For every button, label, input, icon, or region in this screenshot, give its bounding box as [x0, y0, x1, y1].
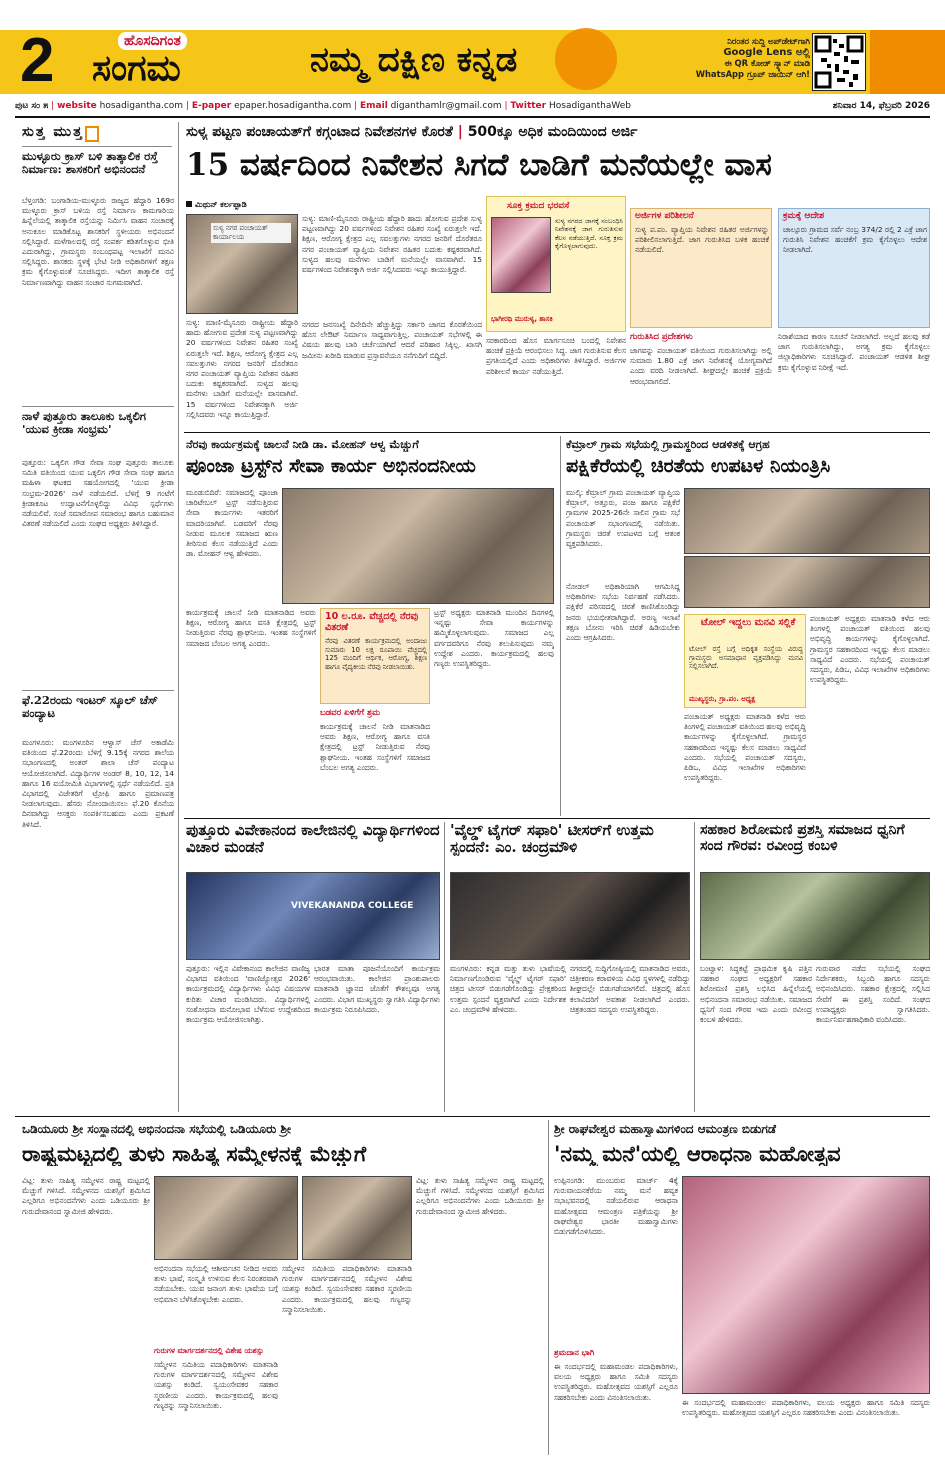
qr-note-line: WhatsApp ಗ್ರೂಪ್ ಜಾಯಿನ್ ಆಗಿ! [695, 69, 810, 79]
section-rule [15, 1116, 930, 1117]
story7-headline: ರಾಷ್ಟ್ರಮಟ್ಟದಲ್ಲಿ ತುಳು ಸಾಹಿತ್ಯ ಸಮ್ಮೇಳನಕ್ಕೆ ಮೆಚ್ಚುಗೆ [22, 1142, 367, 1166]
qr-code[interactable] [812, 33, 866, 91]
column-rule [694, 822, 695, 1112]
qr-note-line: ಈ QR ಕೋಡ್ ಸ್ಕ್ಯಾನ್ ಮಾಡಿ [724, 58, 810, 68]
story6-photo [700, 872, 930, 960]
story5-body-1: ಮಂಗಳೂರು: ಕನ್ನಡ ಮತ್ತು ತುಳು ಭಾಷೆಯಲ್ಲಿ ನಿರ್ಮಾಣಗೊಂಡಿರುವ 'ವೈಲ್ಡ್ ಟೈಗರ್ ಸಫಾರಿ' ಚಿತ್ರದ ಟೀಸರ್ ಬಿಡುಗಡೆಗೊಂಡಿದ್ದು ಪ್ರೇಕ್ಷಕರಿಂದ ಉತ್ತಮ ಸ್ಪಂದನೆ ವ್ಯಕ್ತವಾಗಿದೆ ಎಂದು ನಿರ್ದೇಶಕ ಎಂ. ಚಂದ್ರಮೌಳಿ ಹೇಳಿದರು. [450, 964, 566, 1014]
story6-body-1: ಬಂಟ್ವಾಳ: ಸಿದ್ಧಕಟ್ಟೆ ಪ್ರಾಥಮಿಕ ಕೃಷಿ ಪತ್ತಿನ ಸಹಕಾರ ಸಂಘದ ಅಧ್ಯಕ್ಷರಿಗೆ ಸಹಕಾರ ಶಿರೋಮಣಿ ಪ್ರಶಸ್ತಿ ಲಭಿಸಿದ ಹಿನ್ನೆಲೆಯಲ್ಲಿ ಅಭಿನಂದನಾ ಸಮಾರಂಭ ನಡೆಯಿತು. ಸಮಾಜದ ಧ್ವನಿಗೆ ಸಂದ ಗೌರವ ಇದು ಎಂದು ರವೀಂದ್ರ ಕಂಬಳಿ ಹೇಳಿದರು. [700, 964, 812, 1025]
story3-box-title: ಟೋಲ್ ಇದ್ದಲು ಮನವಿ ಸಲ್ಲಿಕೆ [701, 617, 796, 628]
story3-box-caption: ಮುಖ್ಯಸ್ಥರು, ಗ್ರಾ.ಪಂ. ಅಧ್ಯಕ್ಷ [689, 695, 756, 703]
story3-body-2: ನೋಡಲ್ ಅಧಿಕಾರಿಯಾಗಿ ಆಗಮಿಸಿದ್ದ ಅಧಿಕಾರಿಗಳು ಸಭೆಯ ನಿರ್ವಹಣೆ ನಡೆಸಿದರು. ಪಕ್ಷಿಕೆರೆ ಪರಿಸರದಲ್ಲಿ ಚಿರತೆ ಕಾಣಿಸಿಕೊಂಡಿದ್ದು ಜನರು ಭಯಭೀತರಾಗಿದ್ದಾರೆ. ಅರಣ್ಯ ಇಲಾಖೆ ತಕ್ಷಣ ಬೋನು ಇರಿಸಿ ಚಿರತೆ ಹಿಡಿಯಬೇಕು ಎಂದು ಆಗ್ರಹಿಸಿದರು. [566, 582, 680, 643]
story6-headline: ಸಹಕಾರ ಶಿರೋಮಣಿ ಪ್ರಶಸ್ತಿ ಸಮಾಜದ ಧ್ವನಿಗೆ ಸಂದ ಗೌರವ: ರವೀಂದ್ರ ಕಂಬಳಿ [700, 822, 905, 855]
sidebar-rule [22, 146, 172, 147]
lead-body-5: ನಿರಾಶೆಯಾದ ಕಾರಣ ಸೂಚನೆ ನೀಡಲಾಗಿದೆ. ಅಲ್ಲದೆ ಹಲವು ಕಡೆ ಜಾಗ ಗುರುತಿಸಲಾಗಿದ್ದು, ಅಗತ್ಯ ಕ್ರಮ ಕೈಗೊಳ್ಳಲು ಜಿಲ್ಲಾಧಿಕಾರಿಗಳು ಸೂಚಿಸಿದ್ದಾರೆ. ಪಂಚಾಯತ್ ಆಡಳಿತ ಶೀಘ್ರ ಕ್ರಮ ಕೈಗೊಳ್ಳುವ ನಿರೀಕ್ಷೆ ಇದೆ. [778, 332, 930, 372]
page-number: 2 [20, 26, 55, 95]
story4-body-2: ಭಾರತ ಮಾತಾ ಪೂಜನೆಯೊಂದಿಗೆ ಕಾರ್ಯಕ್ರಮ ಆರಂಭವಾಯಿತು. ಕಾಲೇಜಿನ ಪ್ರಾಂಶುಪಾಲರು ಮಾತನಾಡಿ ಜ್ಞಾನದ ಜೊತೆಗೆ ಕೌಶಲ್ಯವೂ ಅಗತ್ಯ ಎಂದರು. ವಿಭಾಗ ಮುಖ್ಯಸ್ಥರು ಸ್ವಾಗತಿಸಿ ವಿದ್ಯಾರ್ಥಿಗಳು ಕಾರ್ಯಕ್ರಮ ನಿರೂಪಿಸಿದರು. [314, 964, 440, 1014]
story8-body-3: ಈ ಸಂದರ್ಭದಲ್ಲಿ ಮಹಾಮಂಡಲ ಪದಾಧಿಕಾರಿಗಳು, ವಲಯ ಅಧ್ಯಕ್ಷರು ಹಾಗೂ ಸಮಿತಿ ಸದಸ್ಯರು ಉಪಸ್ಥಿತರಿದ್ದರು. ಮಹೋತ್ಸವದ ಯಶಸ್ಸಿಗೆ ಎಲ್ಲರೂ ಸಹಕರಿಸಬೇಕು ಎಂದು ವಿನಂತಿಸಲಾಯಿತು. [682, 1398, 930, 1418]
website-label: website [57, 101, 97, 111]
story2-body-3b: ಕಾರ್ಯಕ್ರಮಕ್ಕೆ ಚಾಲನೆ ನೀಡಿ ಮಾತನಾಡಿದ ಅವರು ಶಿಕ್ಷಣ, ಆರೋಗ್ಯ ಹಾಗೂ ವಸತಿ ಕ್ಷೇತ್ರದಲ್ಲಿ ಟ್ರಸ್ಟ್ ನೀಡುತ್ತಿರುವ ನೆರವು ಶ್ಲಾಘನೀಯ. ಇಂತಹ ಸಂಸ್ಥೆಗಳಿಗೆ ಸಮಾಜದ ಬೆಂಬಲ ಅಗತ್ಯ ಎಂದರು. [320, 722, 430, 772]
masthead-right-strip [870, 30, 945, 94]
email-link[interactable]: diganthamlr@gmail.com [390, 101, 502, 111]
sidebar-header: ಸುತ್ತ ಮುತ್ತ [22, 124, 84, 140]
story4-photo-banner: VIVEKANANDA COLLEGE [291, 901, 414, 911]
story2-kicker: ನೆರವು ಕಾರ್ಯಕ್ರಮಕ್ಕೆ ಚಾಲನೆ ನೀಡಿ ಡಾ. ಮೋಹನ್ ಆಳ್ವ ಮೆಚ್ಚುಗೆ [186, 438, 419, 451]
story8-body-1: ಉಪ್ಪಿನಂಗಡಿ: ಮುಂಬರುವ ಮಾರ್ಚ್ 4ಕ್ಕೆ ಗುರುವಾಯನಕೆರೆಯ ನಮ್ಮ ಮನೆ ಹವ್ಯಕ ಸಭಾಭವನದಲ್ಲಿ ನಡೆಯಲಿರುವ ಆರಾಧನಾ ಮಹೋತ್ಸವದ ಆಮಂತ್ರಣ ಪತ್ರಿಕೆಯನ್ನು ಶ್ರೀ ರಾಘವೇಶ್ವರ ಭಾರತೀ ಮಹಾಸ್ವಾಮಿಗಳು ಬಿಡುಗಡೆಗೊಳಿಸಿದರು. [554, 1176, 678, 1237]
lead-photo [186, 214, 298, 314]
lead-kicker-1: ಸುಳ್ಯ ಪಟ್ಟಣ ಪಂಚಾಯತ್‌ಗೆ ಕಗ್ಗಂಟಾದ ನಿವೇಶನಗಳ ಕೊರತೆ [186, 124, 453, 140]
email-label: Email [360, 101, 388, 111]
story3-headline: ಪಕ್ಷಿಕೆರೆಯಲ್ಲಿ ಚಿರತೆಯ ಉಪಟಳ ನಿಯಂತ್ರಿಸಿ [566, 456, 831, 477]
issue-date: ಶನಿವಾರ 14, ಫೆಬ್ರವರಿ 2026 [740, 98, 930, 114]
lead-subhead-2: ಗುರುತಿಸಿದ ಪ್ರದೇಶಗಳು [630, 332, 693, 342]
lead-kicker-2: 500ಕ್ಕೂ ಅಧಿಕ ಮಂದಿಯಿಂದ ಅರ್ಜಿ [467, 124, 638, 140]
lead-box-3-body: ಜಾಲ್ಸೂರು ಗ್ರಾಮದ ಸರ್ವೆ ನಂಬ್ರ 374/2 ರಲ್ಲಿ 2 ಎಕ್ರೆ ಜಾಗ ಗುರುತಿಸಿ ನಿವೇಶನ ಹಂಚಿಕೆಗೆ ಕ್ರಮ ಕೈಗೊಳ್ಳಲು ಆದೇಶ ನೀಡಲಾಗಿದೆ. [783, 225, 927, 255]
story8-headline: 'ನಮ್ಮ ಮನೆ'ಯಲ್ಲಿ ಆರಾಧನಾ ಮಹೋತ್ಸವ [554, 1142, 841, 1166]
sidebar-story-2-title: ನಾಳೆ ಪುತ್ತೂರು ತಾಲೂಕು ಒಕ್ಕಲಿಗ 'ಯುವ ಕ್ರೀಡಾ ಸಂಭ್ರಮ' [22, 409, 146, 437]
story3-box-body: ಟೋಲ್ ರಸ್ತೆ ಬಗ್ಗೆ ಅಧಿಕೃತ ಸಂಸ್ಥೆಯ ವಿರುದ್ಧ ಗ್ರಾಮಸ್ಥರು ಅಸಮಾಧಾನ ವ್ಯಕ್ತಪಡಿಸಿದ್ದು ಮನವಿ ಸಲ್ಲಿಸಲಾಗಿದೆ. [689, 645, 803, 671]
edition-title: ನಮ್ಮ ದಕ್ಷಿಣ ಕನ್ನಡ [310, 40, 518, 80]
story2-body-3: ಟ್ರಸ್ಟ್ ಅಧ್ಯಕ್ಷರು ಮಾತನಾಡಿ ಮುಂದಿನ ದಿನಗಳಲ್ಲಿ ಇನ್ನಷ್ಟು ಸೇವಾ ಕಾರ್ಯಗಳನ್ನು ಹಮ್ಮಿಕೊಳ್ಳಲಾಗುವುದು. ಸಮಾಜದ ಎಲ್ಲ ವರ್ಗದವರಿಗೂ ನೆರವು ತಲುಪಿಸುವುದು ನಮ್ಮ ಉದ್ದೇಶ ಎಂದರು. ಕಾರ್ಯಕ್ರಮದಲ್ಲಿ ಹಲವು ಗಣ್ಯರು ಉಪಸ್ಥಿತರಿದ್ದರು. [434, 608, 554, 669]
info-bar: ಪುಟ ಸಂ ೫ | website hosadiganthа.com | E-paper epaper.hosadigantha.com | Email diganthamlr@gmail.com | Twitter HosadiganthaWeb [15, 101, 631, 111]
lead-body-3: ಸರಕಾರದಿಂದ ಹೊಸ ಮಾರ್ಗಸೂಚಿ ಬಂದಲ್ಲಿ ನಿವೇಶನ ಹಂಚಿಕೆ ಪ್ರಕ್ರಿಯೆ ಆರಂಭಿಸಲು ಸಿದ್ಧ. ಜಾಗ ಗುರುತಿಸುವ ಕೆಲಸ ಪ್ರಗತಿಯಲ್ಲಿದೆ ಎಂದು ಅಧಿಕಾರಿಗಳು ತಿಳಿಸಿದ್ದಾರೆ. ಅರ್ಜಿಗಳ ಪರಿಶೀಲನೆ ಕಾರ್ಯ ನಡೆಯುತ್ತಿದೆ. [486, 336, 626, 376]
qr-note [660, 36, 810, 80]
story3-box [684, 614, 806, 708]
lead-box-1-body: ಸುಳ್ಯ ನಗರದ ಜಾಗಕ್ಕೆ ಸಂಬಂಧಿಸಿ ನಿವೇಶನಕ್ಕೆ ಜಾಗ ಗುರುತಿಸುವ ಕೆಲಸ ನಡೆಯುತ್ತಿದೆ. ಸೂಕ್ತ ಕ್ರಮ ಕೈಗೊಳ್ಳಲಾಗುವುದು. [555, 217, 623, 251]
story7-subhead: ಗುರುಗಳ ಮಾರ್ಗದರ್ಶನದಲ್ಲಿ ವಿಶೇಷ ಯಶಸ್ಸು [154, 1346, 264, 1355]
column-rule [560, 436, 561, 816]
story4-photo [186, 872, 440, 960]
page-count: ಪುಟ ಸಂ ೫ [15, 101, 49, 111]
story3-photo-1 [684, 488, 930, 554]
story2-box-body: ನೆರವು ವಿತರಣೆ ಕಾರ್ಯಕ್ರಮದಲ್ಲಿ ಅಂದಾಜು ಸುಮಾರು 10 ಲಕ್ಷ ರೂಪಾಯಿ ವೆಚ್ಚದಲ್ಲಿ 125 ಮಂದಿಗೆ ಆರ್ಥಿಕ, ಆರೋಗ್ಯ, ಶಿಕ್ಷಣ ಹಾಗೂ ವೈದ್ಯಕೀಯ ನೆರವು ನೀಡಲಾಯಿತು. [325, 637, 427, 671]
story5-headline: 'ವೈಲ್ಡ್ ಟೈಗರ್ ಸಫಾರಿ' ಟೀಸರ್‌ಗೆ ಉತ್ತಮ ಸ್ಪಂದನೆ: ಎಂ. ಚಂದ್ರಮೌಳಿ [450, 822, 654, 857]
story7-body-1: ವಿಟ್ಲ: ತುಳು ಸಾಹಿತ್ಯ ಸಮ್ಮೇಳನ ರಾಷ್ಟ್ರ ಮಟ್ಟದಲ್ಲಿ ಮೆಚ್ಚುಗೆ ಗಳಿಸಿದೆ. ಸಮ್ಮೇಳನದ ಯಶಸ್ಸಿಗೆ ಶ್ರಮಿಸಿದ ಎಲ್ಲರಿಗೂ ಅಭಿನಂದನೆಗಳು ಎಂದು ಒಡಿಯೂರು ಶ್ರೀ ಗುರುದೇವಾನಂದ ಸ್ವಾಮೀಜಿ ಹೇಳಿದರು. [22, 1176, 150, 1216]
story2-box-title: 10 ಲ.ರೂ. ವೆಚ್ಚದಲ್ಲಿ ನೆರವು ವಿತರಣೆ [325, 611, 419, 633]
lead-byline [186, 200, 247, 210]
epaper-link[interactable]: epaper.hosadigantha.com [234, 101, 352, 111]
qr-note-line: Google Lens ಅಲ್ಲಿ [723, 47, 810, 58]
twitter-label: Twitter [510, 101, 547, 111]
twitter-link[interactable]: HosadiganthaWeb [548, 101, 631, 111]
story7-photo-2 [302, 1176, 412, 1260]
story2-photo [282, 488, 554, 604]
lead-box-3-title: ಕ್ರಮಕ್ಕೆ ಆದೇಶ [783, 211, 825, 221]
story8-kicker: ಶ್ರೀ ರಾಘವೇಶ್ವರ ಮಹಾಸ್ವಾಮಿಗಳಿಂದ ಆಮಂತ್ರಣ ಬಿಡುಗಡೆ [554, 1122, 777, 1136]
lead-body-2: ನಗರದ ಜನಸಂಖ್ಯೆ ದಿನೇದಿನೇ ಹೆಚ್ಚುತ್ತಿದ್ದು ಸರ್ಕಾರಿ ಜಾಗದ ಕೊರತೆಯಿಂದ ಹೊಸ ಲೇಔಟ್ ನಿರ್ಮಾಣ ಸಾಧ್ಯವಾಗುತ್ತಿಲ್ಲ. ಪಂಚಾಯತ್ ಸಭೆಗಳಲ್ಲಿ ಈ ವಿಷಯ ಹಲವು ಬಾರಿ ಚರ್ಚೆಯಾಗಿದೆ ಆದರೆ ಪರಿಹಾರ ಸಿಕ್ಕಿಲ್ಲ. ಖಾಸಗಿ ಜಮೀನು ಖರೀದಿ ಮಾಡುವ ಪ್ರಸ್ತಾವನೆಯೂ ನನೆಗುದಿಗೆ ಬಿದ್ದಿದೆ. [302, 320, 482, 360]
sidebar-story-2-body: ಪುತ್ತೂರು: ಒಕ್ಕಲಿಗ ಗೌಡ ಸೇವಾ ಸಂಘ ಪುತ್ತೂರು ತಾಲೂಕು ಸಮಿತಿ ವತಿಯಿಂದ ಯುವ ಒಕ್ಕಲಿಗ ಗೌಡ ಸೇವಾ ಸಂಘ ಹಾಗೂ ಮಹಿಳಾ ಘಟಕದ ಸಹಯೋಗದಲ್ಲಿ 'ಯುವ ಕ್ರೀಡಾ ಸಂಭ್ರಮ-2026' ನಾಳೆ ನಡೆಯಲಿದೆ. ಬೆಳಿಗ್ಗೆ 9 ಗಂಟೆಗೆ ಕ್ರೀಡಾಕೂಟ ಉದ್ಘಾಟನೆಗೊಳ್ಳಲಿದ್ದು ವಿವಿಧ ಸ್ಪರ್ಧೆಗಳು ನಡೆಯಲಿವೆ. ಸಂಜೆ ಸಮಾರೋಪ ಸಮಾರಂಭ ಹಾಗೂ ಬಹುಮಾನ ವಿತರಣೆ ನಡೆಯಲಿದೆ ಎಂದು ಸಂಘದ ಅಧ್ಯಕ್ಷರು ತಿಳಿಸಿದ್ದಾರೆ. [22, 458, 174, 529]
column-rule [444, 822, 445, 1112]
story2-box [320, 608, 430, 704]
story5-body-2: ನಗರದಲ್ಲಿ ಸುದ್ದಿಗೋಷ್ಠಿಯಲ್ಲಿ ಮಾತನಾಡಿದ ಅವರು, ಚಿತ್ರೀಕರಣ ಕರಾವಳಿಯ ವಿವಿಧ ಸ್ಥಳಗಳಲ್ಲಿ ನಡೆದಿದ್ದು ಶೀಘ್ರದಲ್ಲೇ ಬಿಡುಗಡೆಯಾಗಲಿದೆ. ಚಿತ್ರದಲ್ಲಿ ಹೊಸ ಕಲಾವಿದರಿಗೆ ಅವಕಾಶ ನೀಡಲಾಗಿದೆ ಎಂದರು. ಚಿತ್ರತಂಡದ ಸದಸ್ಯರು ಉಪಸ್ಥಿತರಿದ್ದರು. [570, 964, 690, 1014]
lead-body-4: ಜಾಗವನ್ನು ಪಂಚಾಯತ್ ವತಿಯಿಂದ ಗುರುತಿಸಲಾಗಿದ್ದು ಅಲ್ಲಿ ಸುಮಾರು 1.80 ಎಕ್ರೆ ಜಾಗ ನಿವೇಶನಕ್ಕೆ ಯೋಗ್ಯವಾಗಿದೆ ಎಂದು ವರದಿ ನೀಡಲಾಗಿದೆ. ಶೀಘ್ರದಲ್ಲೇ ಹಂಚಿಕೆ ಪ್ರಕ್ರಿಯೆ ಆರಂಭವಾಗಲಿದೆ. [630, 346, 772, 386]
lead-box-2 [630, 208, 772, 328]
story8-subhead: ಶ್ರಮದಾನ ಭಾಗಿ [554, 1348, 595, 1357]
brand-logo: ಹೊಸದಿಗಂತ [118, 32, 187, 50]
masthead-rule [15, 116, 930, 118]
section-rule [184, 818, 930, 819]
story7-body-2b: ಸಮ್ಮೇಳನ ಸಮಿತಿಯ ಪದಾಧಿಕಾರಿಗಳು ಮಾತನಾಡಿ ಗುರುಗಳ ಮಾರ್ಗದರ್ಶನದಲ್ಲಿ ಸಮ್ಮೇಳನ ವಿಶೇಷ ಯಶಸ್ಸು ಕಂಡಿದೆ. ಸ್ವಯಂಸೇವಕರ ಸಹಕಾರ ಸ್ಮರಣೀಯ ಎಂದರು. ಕಾರ್ಯಕ್ರಮದಲ್ಲಿ ಹಲವು ಗಣ್ಯರನ್ನು ಸನ್ಮಾನಿಸಲಾಯಿತು. [154, 1360, 278, 1410]
story3-kicker: ಕೆಮ್ರಾಲ್ ಗ್ರಾಮ ಸಭೆಯಲ್ಲಿ ಗ್ರಾಮಸ್ಥರಿಂದ ಆಡಳಿತಕ್ಕೆ ಆಗ್ರಹ [566, 438, 770, 451]
story3-photo-2 [684, 556, 930, 608]
section-title: ಸಂಗಮ [92, 48, 181, 89]
lead-box-1-title: ಸೂಕ್ತ ಕ್ರಮದ ಭರವಸೆ [507, 201, 570, 211]
story7-kicker: ಒಡಿಯೂರು ಶ್ರೀ ಸಂಸ್ಥಾನದಲ್ಲಿ ಅಭಿನಂದನಾ ಸಭೆಯಲ್ಲಿ ಒಡಿಯೂರು ಶ್ರೀ [22, 1122, 291, 1136]
sidebar-story-1-body: ಬೆಳ್ತಂಗಡಿ: ಬಂಗಾಡಿಯ-ಮುಳ್ಳೂರು ರಾಜ್ಯದ ಹೆದ್ದಾರಿ 169ರ ಮುಳ್ಳೂರು ಕ್ರಾಸ್ ಬಳಿಯ ರಸ್ತೆ ನಿರ್ಮಾಣ ಕಾಮಗಾರಿಯ ಹಿನ್ನೆಲೆಯಲ್ಲಿ ತಾತ್ಕಾಲಿಕ ರಸ್ತೆಯನ್ನು ನಿರ್ಮಿಸಿ ವಾಹನ ಸಂಚಾರಕ್ಕೆ ಅನುಕೂಲ ಮಾಡಿಕೊಟ್ಟ ಶಾಸಕರಿಗೆ ಸ್ಥಳೀಯರು ಅಭಿನಂದನೆ ಸಲ್ಲಿಸಿದ್ದಾರೆ. ಮಳೆಗಾಲದಲ್ಲಿ ರಸ್ತೆ ಸಂಪರ್ಕ ಕಡಿತಗೊಳ್ಳುವ ಭೀತಿ ಎದುರಾಗಿದ್ದು, ಗ್ರಾಮಸ್ಥರು ಸಂಬಂಧಪಟ್ಟ ಇಲಾಖೆಗೆ ಮನವಿ ಸಲ್ಲಿಸಿದ್ದರು. ಶಾಸಕರು ಸ್ಥಳಕ್ಕೆ ಭೇಟಿ ನೀಡಿ ಅಧಿಕಾರಿಗಳಿಗೆ ತಕ್ಷಣ ಕ್ರಮ ಕೈಗೊಳ್ಳುವಂತೆ ಸೂಚಿಸಿದ್ದರು. ಇದೀಗ ತಾತ್ಕಾಲಿಕ ರಸ್ತೆ ನಿರ್ಮಾಣವಾಗಿದ್ದು ವಾಹನ ಸಂಚಾರ ಸುಗಮವಾಗಿದೆ. [22, 196, 174, 287]
lead-headline: 15 ವರ್ಷದಿಂದ ನಿವೇಶನ ಸಿಗದೆ ಬಾಡಿಗೆ ಮನೆಯಲ್ಲೇ ವಾಸ [186, 148, 772, 183]
story5-photo [450, 872, 690, 960]
story8-photo [682, 1176, 930, 1394]
sidebar-story-3-title: ಫೆ.22ರಂದು ಇಂಟರ್ ಸ್ಕೂಲ್ ಚೆಸ್ ಪಂದ್ಯಾಟ [22, 693, 158, 721]
lead-box-2-body: ಸುಳ್ಯ ಪ.ಪಂ. ವ್ಯಾಪ್ತಿಯ ನಿವೇಶನ ರಹಿತರ ಅರ್ಜಿಗಳನ್ನು ಪರಿಶೀಲಿಸಲಾಗುತ್ತಿದೆ. ಜಾಗ ಗುರುತಿಸಿದ ಬಳಿಕ ಹಂಚಿಕೆ ನಡೆಯಲಿದೆ. [635, 225, 769, 255]
qr-note-line: ನಿರಂತರ ಸುದ್ದಿ ಅಪ್‌ಡೇಟ್‌ಗಾಗಿ [727, 36, 810, 46]
lead-box-3 [778, 208, 930, 328]
masthead-sun-graphic [555, 28, 617, 90]
byline-text: ಮಿಥುನ್ ಕರ್ಲಪ್ಪಾಡಿ [195, 200, 247, 209]
story2-body-2: ಕಾರ್ಯಕ್ರಮಕ್ಕೆ ಚಾಲನೆ ನೀಡಿ ಮಾತನಾಡಿದ ಅವರು ಶಿಕ್ಷಣ, ಆರೋಗ್ಯ ಹಾಗೂ ವಸತಿ ಕ್ಷೇತ್ರದಲ್ಲಿ ಟ್ರಸ್ಟ್ ನೀಡುತ್ತಿರುವ ನೆರವು ಶ್ಲಾಘನೀಯ. ಇಂತಹ ಸಂಸ್ಥೆಗಳಿಗೆ ಸಮಾಜದ ಬೆಂಬಲ ಅಗತ್ಯ ಎಂದರು. [186, 608, 316, 648]
story4-headline: ಪುತ್ತೂರು ವಿವೇಕಾನಂದ ಕಾಲೇಜಿನಲ್ಲಿ ವಿದ್ಯಾರ್ಥಿಗಳಿಂದ ವಿಚಾರ ಮಂಡನೆ [186, 822, 440, 857]
lead-photo-caption: ಸುಳ್ಯ ನಗರ ಪಂಚಾಯತ್ ಕಾರ್ಯಾಲಯ [211, 223, 291, 243]
story3-body-1: ಮುಲ್ಕಿ: ಕೆಮ್ರಾಲ್ ಗ್ರಾಮ ಪಂಚಾಯತ್ ವ್ಯಾಪ್ತಿಯ ಕೆಮ್ರಾಲ್, ಅತ್ತೂರು, ಪಂಜ ಹಾಗೂ ಪಕ್ಷಿಕೆರೆ ಗ್ರಾಮಗಳ 2025-26ನೇ ಸಾಲಿನ ಗ್ರಾಮ ಸಭೆ ಪಂಚಾಯತ್ ಸಭಾಂಗಣದಲ್ಲಿ ನಡೆಯಿತು. ಗ್ರಾಮಸ್ಥರು ಚಿರತೆ ಉಪಟಳದ ಬಗ್ಗೆ ಆತಂಕ ವ್ಯಕ್ತಪಡಿಸಿದರು. [566, 488, 680, 549]
sidebar-story-1-title: ಮುಳ್ಳೂರು ಕ್ರಾಸ್ ಬಳಿ ತಾತ್ಕಾಲಿಕ ರಸ್ತೆ ನಿರ್ಮಾಣ: ಶಾಸಕರಿಗೆ ಅಭಿನಂದನೆ [22, 149, 158, 177]
legislator-photo [491, 217, 551, 293]
story2-body-1: ಮೂಡುಬಿದಿರೆ: ಸಮಾಜದಲ್ಲಿ ಪೂಂಜಾ ಚಾರಿಟೇಬಲ್ ಟ್ರಸ್ಟ್ ನಡೆಸುತ್ತಿರುವ ಸೇವಾ ಕಾರ್ಯಗಳು ಇತರರಿಗೆ ಮಾದರಿಯಾಗಿವೆ. ಬಡವರಿಗೆ ನೆರವು ನೀಡುವ ಮೂಲಕ ಸಮಾಜದ ಋಣ ತೀರಿಸುವ ಕೆಲಸ ನಡೆಯುತ್ತಿದೆ ಎಂದು ಡಾ. ಮೋಹನ್ ಆಳ್ವ ಹೇಳಿದರು. [186, 488, 278, 559]
story7-photo-1 [154, 1176, 298, 1260]
story7-body-2: ಅಭಿನಂದನಾ ಸಭೆಯಲ್ಲಿ ಆಶೀರ್ವಚನ ನೀಡಿದ ಅವರು ತುಳು ಭಾಷೆ, ಸಂಸ್ಕೃತಿ ಉಳಿಸುವ ಕೆಲಸ ನಿರಂತರವಾಗಿ ನಡೆಯಬೇಕು. ಯುವ ಜನಾಂಗ ತುಳು ಭಾಷೆಯ ಬಗ್ಗೆ ಅಭಿಮಾನ ಬೆಳೆಸಿಕೊಳ್ಳಬೇಕು ಎಂದರು. [154, 1264, 278, 1304]
sidebar-story-3-body: ಮಂಗಳೂರು: ಮಂಗಳೂರಿನ ಆಳ್ವಾಸ್ ಚೆಸ್ ಅಕಾಡೆಮಿ ವತಿಯಿಂದ ಫೆ.22ರಂದು ಬೆಳಿಗ್ಗೆ 9.15ಕ್ಕೆ ನಗರದ ಶಾಲೆಯ ಸಭಾಂಗಣದಲ್ಲಿ ಅಂತರ್ ಶಾಲಾ ಚೆಸ್ ಪಂದ್ಯಾಟ ಆಯೋಜಿಸಲಾಗಿದೆ. ವಿದ್ಯಾರ್ಥಿಗಳ ಅಂಡರ್ 8, 10, 12, 14 ಹಾಗೂ 16 ವಯೋಮಿತಿ ವಿಭಾಗಗಳಲ್ಲಿ ಸ್ಪರ್ಧೆ ನಡೆಯಲಿದೆ. ಪ್ರತಿ ವಿಭಾಗದಲ್ಲಿ ವಿಜೇತರಿಗೆ ಟ್ರೋಫಿ ಹಾಗೂ ಪ್ರಮಾಣಪತ್ರ ನೀಡಲಾಗುವುದು. ಹೆಸರು ನೋಂದಾಯಿಸಲು ಫೆ.20 ಕೊನೆಯ ದಿನವಾಗಿದ್ದು ಆಸಕ್ತರು ಸಂಪರ್ಕಿಸಬಹುದು ಎಂದು ಪ್ರಕಟಣೆ ತಿಳಿಸಿದೆ. [22, 738, 174, 829]
story2-headline: ಪೂಂಜಾ ಟ್ರಸ್ಟ್‌ನ ಸೇವಾ ಕಾರ್ಯ ಅಭಿನಂದನೀಯ [186, 456, 476, 477]
lead-box-1 [486, 196, 626, 332]
sidebar-column-rule [178, 122, 179, 1112]
column-rule [548, 1120, 549, 1455]
website-link[interactable]: hosadiganthа.com [99, 101, 184, 111]
lead-bottom-rule [184, 432, 930, 433]
story8-body-2: ಈ ಸಂದರ್ಭದಲ್ಲಿ ಮಹಾಮಂಡಲ ಪದಾಧಿಕಾರಿಗಳು, ವಲಯ ಅಧ್ಯಕ್ಷರು ಹಾಗೂ ಸಮಿತಿ ಸದಸ್ಯರು ಉಪಸ್ಥಿತರಿದ್ದರು. ಮಹೋತ್ಸವದ ಯಶಸ್ಸಿಗೆ ಎಲ್ಲರೂ ಸಹಕರಿಸಬೇಕು ಎಂದು ವಿನಂತಿಸಲಾಯಿತು. [554, 1362, 678, 1402]
lead-box-2-title: ಅರ್ಜಿಗಳ ಪರಿಶೀಲನೆ [635, 211, 694, 221]
lead-kicker: ಸುಳ್ಯ ಪಟ್ಟಣ ಪಂಚಾಯತ್‌ಗೆ ಕಗ್ಗಂಟಾದ ನಿವೇಶನಗಳ ಕೊರತೆ | 500ಕ್ಕೂ ಅಧಿಕ ಮಂದಿಯಿಂದ ಅರ್ಜಿ [186, 124, 638, 140]
story7-body-3: ಸಮ್ಮೇಳನ ಸಮಿತಿಯ ಪದಾಧಿಕಾರಿಗಳು ಮಾತನಾಡಿ ಗುರುಗಳ ಮಾರ್ಗದರ್ಶನದಲ್ಲಿ ಸಮ್ಮೇಳನ ವಿಶೇಷ ಯಶಸ್ಸು ಕಂಡಿದೆ. ಸ್ವಯಂಸೇವಕರ ಸಹಕಾರ ಸ್ಮರಣೀಯ ಎಂದರು. ಕಾರ್ಯಕ್ರಮದಲ್ಲಿ ಹಲವು ಗಣ್ಯರನ್ನು ಸನ್ಮಾನಿಸಲಾಯಿತು. [282, 1264, 412, 1314]
story3-body-3b: ಪಂಚಾಯತ್ ಅಧ್ಯಕ್ಷರು ಮಾತನಾಡಿ ಕಳೆದ ಆರು ತಿಂಗಳಲ್ಲಿ ಪಂಚಾಯತ್ ವತಿಯಿಂದ ಹಲವು ಅಭಿವೃದ್ಧಿ ಕಾರ್ಯಗಳನ್ನು ಕೈಗೊಳ್ಳಲಾಗಿದೆ. ಗ್ರಾಮಸ್ಥರ ಸಹಕಾರದಿಂದ ಇನ್ನಷ್ಟು ಕೆಲಸ ಮಾಡಲು ಸಾಧ್ಯವಿದೆ ಎಂದರು. ಸಭೆಯಲ್ಲಿ ಪಂಚಾಯತ್ ಸದಸ್ಯರು, ಪಿಡಿಒ, ವಿವಿಧ ಇಲಾಖೆಗಳ ಅಧಿಕಾರಿಗಳು ಉಪಸ್ಥಿತರಿದ್ದರು. [684, 712, 806, 783]
lead-body-1: ಸುಳ್ಯ: ಮಾಣಿ-ಮೈಸೂರು ರಾಷ್ಟ್ರೀಯ ಹೆದ್ದಾರಿ ಹಾದು ಹೋಗುವ ಪ್ರದೇಶ ಸುಳ್ಯ ಪಟ್ಟಣವಾಗಿದ್ದು 20 ವರ್ಷಗಳಿಂದ ನಿವೇಶನ ರಹಿತರ ಸಂಖ್ಯೆ ಏರುತ್ತಲೇ ಇದೆ. ಶಿಕ್ಷಣ, ಆರೋಗ್ಯ ಕ್ಷೇತ್ರದ ಎಲ್ಲ ಸವಲತ್ತುಗಳು ನಗರದ ಜನರಿಗೆ ದೊರೆತರೂ ನಗರ ಪಂಚಾಯತ್ ವ್ಯಾಪ್ತಿಯ ನಿವೇಶನ ರಹಿತರ ಬದುಕು ಕಷ್ಟಕರವಾಗಿದೆ. ಸುಳ್ಯದ ಹಲವು ಮನೆಗಳು ಬಾಡಿಗೆ ಮನೆಯಲ್ಲೇ ವಾಸವಾಗಿವೆ. 15 ವರ್ಷಗಳಿಂದ ನಿವೇಶನಕ್ಕಾಗಿ ಅರ್ಜಿ ಸಲ್ಲಿಸಿದವರು ಇನ್ನೂ ಕಾಯುತ್ತಿದ್ದಾರೆ. [186, 318, 298, 419]
story2-subhead: ಬಡವರ ಏಳಿಗೆಗೆ ಶ್ರಮ [320, 708, 381, 718]
lead-body-1b: ಸುಳ್ಯ: ಮಾಣಿ-ಮೈಸೂರು ರಾಷ್ಟ್ರೀಯ ಹೆದ್ದಾರಿ ಹಾದು ಹೋಗುವ ಪ್ರದೇಶ ಸುಳ್ಯ ಪಟ್ಟಣವಾಗಿದ್ದು 20 ವರ್ಷಗಳಿಂದ ನಿವೇಶನ ರಹಿತರ ಸಂಖ್ಯೆ ಏರುತ್ತಲೇ ಇದೆ. ಶಿಕ್ಷಣ, ಆರೋಗ್ಯ ಕ್ಷೇತ್ರದ ಎಲ್ಲ ಸವಲತ್ತುಗಳು ನಗರದ ಜನರಿಗೆ ದೊರೆತರೂ ನಗರ ಪಂಚಾಯತ್ ವ್ಯಾಪ್ತಿಯ ನಿವೇಶನ ರಹಿತರ ಬದುಕು ಕಷ್ಟಕರವಾಗಿದೆ. ಸುಳ್ಯದ ಹಲವು ಮನೆಗಳು ಬಾಡಿಗೆ ಮನೆಯಲ್ಲೇ ವಾಸವಾಗಿವೆ. 15 ವರ್ಷಗಳಿಂದ ನಿವೇಶನಕ್ಕಾಗಿ ಅರ್ಜಿ ಸಲ್ಲಿಸಿದವರು ಇನ್ನೂ ಕಾಯುತ್ತಿದ್ದಾರೆ. [302, 214, 482, 275]
sidebar-divider [22, 690, 174, 691]
lead-box-1-caption: ಭಾಗೀರಥಿ ಮುರುಳ್ಯ, ಶಾಸಕಿ [491, 315, 553, 323]
story7-body-4: ವಿಟ್ಲ: ತುಳು ಸಾಹಿತ್ಯ ಸಮ್ಮೇಳನ ರಾಷ್ಟ್ರ ಮಟ್ಟದಲ್ಲಿ ಮೆಚ್ಚುಗೆ ಗಳಿಸಿದೆ. ಸಮ್ಮೇಳನದ ಯಶಸ್ಸಿಗೆ ಶ್ರಮಿಸಿದ ಎಲ್ಲರಿಗೂ ಅಭಿನಂದನೆಗಳು ಎಂದು ಒಡಿಯೂರು ಶ್ರೀ ಗುರುದೇವಾನಂದ ಸ್ವಾಮೀಜಿ ಹೇಳಿದರು. [416, 1176, 544, 1216]
epaper-label: E-paper [191, 101, 232, 111]
story4-body-1: ಪುತ್ತೂರು: ಇಲ್ಲಿನ ವಿವೇಕಾನಂದ ಕಾಲೇಜಿನ ವಾಣಿಜ್ಯ ವಿಭಾಗದ ವತಿಯಿಂದ 'ವಾಣಿಜ್ಯೋತ್ಸವ 2026' ಕಾರ್ಯಕ್ರಮದಲ್ಲಿ ವಿದ್ಯಾರ್ಥಿಗಳು ವಿವಿಧ ವಿಷಯಗಳ ಕುರಿತು ವಿಚಾರ ಮಂಡಿಸಿದರು. ವಿದ್ಯಾರ್ಥಿಗಳಲ್ಲಿ ಸಂಶೋಧನಾ ಮನೋಭಾವ ಬೆಳೆಸುವ ಉದ್ದೇಶದಿಂದ ಕಾರ್ಯಕ್ರಮ ಆಯೋಜಿಸಲಾಗಿತ್ತು. [186, 964, 310, 1025]
story3-body-3: ಪಂಚಾಯತ್ ಅಧ್ಯಕ್ಷರು ಮಾತನಾಡಿ ಕಳೆದ ಆರು ತಿಂಗಳಲ್ಲಿ ಪಂಚಾಯತ್ ವತಿಯಿಂದ ಹಲವು ಅಭಿವೃದ್ಧಿ ಕಾರ್ಯಗಳನ್ನು ಕೈಗೊಳ್ಳಲಾಗಿದೆ. ಗ್ರಾಮಸ್ಥರ ಸಹಕಾರದಿಂದ ಇನ್ನಷ್ಟು ಕೆಲಸ ಮಾಡಲು ಸಾಧ್ಯವಿದೆ ಎಂದರು. ಸಭೆಯಲ್ಲಿ ಪಂಚಾಯತ್ ಸದಸ್ಯರು, ಪಿಡಿಒ, ವಿವಿಧ ಇಲಾಖೆಗಳ ಅಧಿಕಾರಿಗಳು ಉಪಸ್ಥಿತರಿದ್ದರು. [810, 614, 930, 685]
sidebar-divider [22, 406, 174, 407]
sidebar-header-icon [85, 126, 99, 142]
story6-body-2: ಗುರುವಾರ ನಡೆದ ಸಭೆಯಲ್ಲಿ ಸಂಘದ ನಿರ್ದೇಶಕರು, ಸಿಬ್ಬಂದಿ ಹಾಗೂ ಸದಸ್ಯರು ಅಭಿನಂದಿಸಿದರು. ಸಹಕಾರ ಕ್ಷೇತ್ರದಲ್ಲಿ ಸಲ್ಲಿಸಿದ ಸೇವೆಗೆ ಈ ಪ್ರಶಸ್ತಿ ಸಂದಿದೆ. ಸಂಘದ ಉಪಾಧ್ಯಕ್ಷರು ಸ್ವಾಗತಿಸಿದರು. ಕಾರ್ಯನಿರ್ವಹಣಾಧಿಕಾರಿ ವಂದಿಸಿದರು. [816, 964, 930, 1025]
